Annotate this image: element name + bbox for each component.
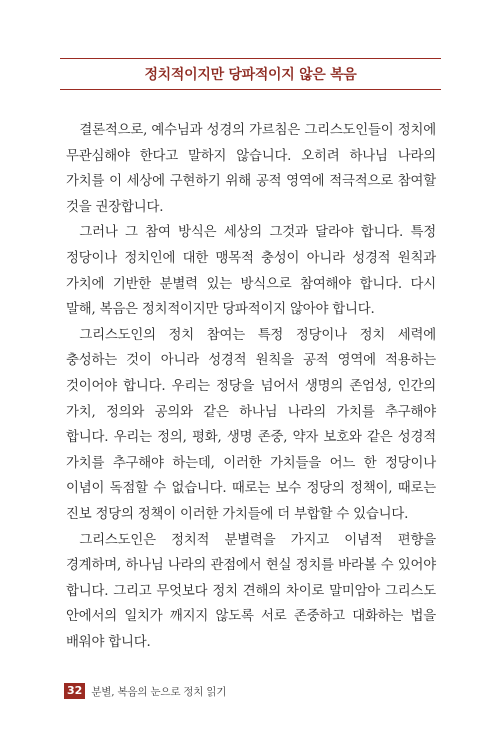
paragraph-2: 그러나 그 참여 방식은 세상의 그것과 달라야 합니다. 특정 정당이나 정치인에 대한 맹목적 충성이 아니라 성경적 원칙과 가치에 기반한 분별력 있는 방식으로 참여해야 합니다. 다시 말해, 복음은 정치적이지만 당파적이지 않아야 합니다. — [66, 225, 436, 318]
header-bottom-rule — [60, 89, 441, 90]
paragraph-1: 결론적으로, 예수님과 성경의 가르침은 그리스도인들이 정치에 무관심해야 한다고 말하지 않습니다. 오히려 하나님 나라의 가치를 이 세상에 구현하기 위해 공적 영역에 적극적으로 참여할 것을 권장합니다. — [66, 123, 436, 215]
page-number: 32 — [64, 683, 85, 699]
running-title: 분별, 복음의 눈으로 정치 읽기 — [91, 685, 227, 698]
paragraph-3: 그리스도인의 정치 참여는 특정 정당이나 정치 세력에 충성하는 것이 아니라 성경적 원칙을 공적 영역에 적용하는 것이어야 합니다. 우리는 정당을 넘어서 생명의 존엄성, 인간의 가치, 정의와 공의와 같은 하나님 나라의 가치를 추구해야 합니다. 우리는 정의, 평화, 생명 존중, 약자 보호와 같은 성경적 가치를 추구해야 하는데, 이러한 가치들을 어느 한 정당이나 이념이 독점할 수 없습니다. 때로는 보수 정당의 정책이, 때로는 진보 정당의 정책이 이러한 가치들에 더 부합할 수 있습니다. — [66, 327, 436, 522]
paragraph-4: 그리스도인은 정치적 분별력을 가지고 이념적 편향을 경계하며, 하나님 나라의 관점에서 현실 정치를 바라볼 수 있어야 합니다. 그리고 무엇보다 정치 견해의 차이로 말미암아 그리스도 안에서의 일치가 깨지지 않도록 서로 존중하고 대화하는 법을 배워야 합니다. — [66, 532, 436, 650]
page-footer — [64, 683, 226, 699]
section-header — [60, 58, 441, 90]
section-title: 정치적이지만 당파적이지 않은 복음 — [144, 67, 357, 83]
body-text — [66, 118, 436, 655]
